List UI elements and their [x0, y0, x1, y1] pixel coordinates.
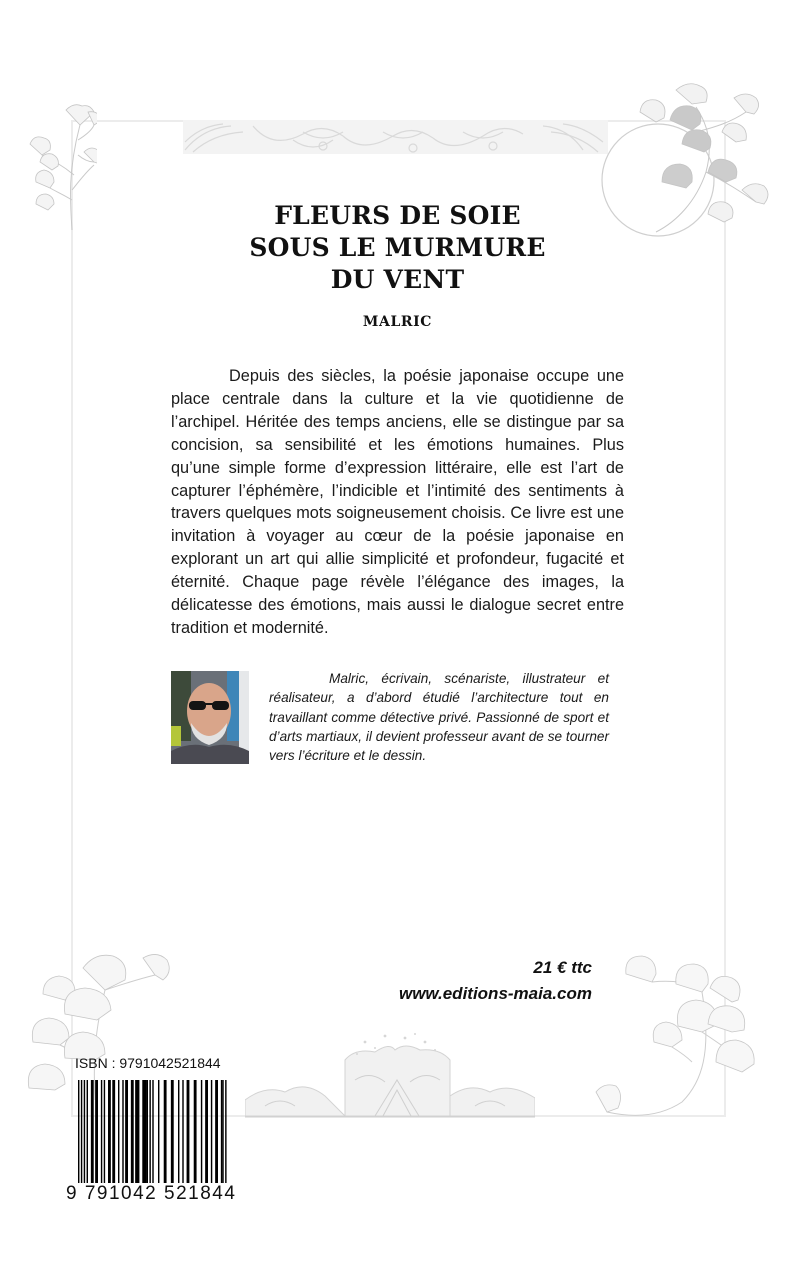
barcode-bar: [178, 1080, 179, 1184]
barcode-bar: [122, 1080, 123, 1184]
book-title-line-3: DU VENT: [330, 265, 465, 294]
barcode-bar: [101, 1080, 102, 1184]
price: 21 € ttc: [533, 958, 592, 977]
barcode-bar: [182, 1080, 183, 1184]
barcode-bar: [152, 1080, 153, 1184]
author-name: MALRIC: [362, 314, 433, 330]
barcode-bar: [112, 1080, 115, 1184]
barcode-bar: [201, 1080, 202, 1184]
isbn-barcode: [78, 1080, 228, 1192]
barcode-bar: [131, 1080, 134, 1184]
barcode-bar: [84, 1080, 85, 1184]
barcode-bar: [142, 1080, 146, 1184]
barcode-bar: [187, 1080, 190, 1184]
ginkgo-ornament-bottom-right: [592, 952, 762, 1122]
barcode-bar: [147, 1080, 148, 1192]
publisher-website[interactable]: www.editions-maia.com: [398, 984, 592, 1003]
barcode-bar: [118, 1080, 119, 1184]
barcode-bar: [171, 1080, 174, 1184]
barcode-bar: [104, 1080, 105, 1184]
barcode-bar: [78, 1080, 79, 1192]
barcode-bar: [225, 1080, 226, 1192]
author-bio: Malric, écrivain, scénariste, illustrateur et réalisateur, a d’abord étudié l’architecture tout en travaillant comme détective privé. Passionné de sport et d’arts martiaux, il devient professeur avant de se tourner vers l’écriture et le dessin.: [269, 671, 609, 764]
ginkgo-ornament-bottom-left: [25, 950, 170, 1100]
isbn-label: ISBN : 9791042521844: [75, 1055, 221, 1071]
barcode-bar: [158, 1080, 159, 1184]
barcode-bar: [205, 1080, 208, 1184]
barcode-digits: 9 791042 521844: [66, 1183, 237, 1204]
barcode-bar: [108, 1080, 111, 1184]
barcode-bar: [91, 1080, 94, 1184]
book-blurb: Depuis des siècles, la poésie japonaise occupe une place centrale dans la culture et la vie quotidienne de l’archipel. Héritée des temps anciens, elle se distingue par sa concision, sa sensibilité et les émotions humaines. Plus qu’une simple forme d’expression littéraire, elle est l’art de capturer l’éphémère, l’indicible et l’intimité des sentiments à travers quelques mots soigneusement choisis. Ce livre est une invitation à voyager au cœur de la poésie japonaise en explorant un art qui allie simplicité et profondeur, fugacité et éternité. Chaque page révèle l’élégance des images, la délicatesse des émotions, mais aussi le dialogue secret entre tradition et modernité.: [171, 367, 624, 637]
barcode-bar: [164, 1080, 167, 1184]
barcode-bar: [135, 1080, 139, 1184]
barcode-bar: [81, 1080, 82, 1192]
title-block: [200, 200, 595, 330]
barcode-bar: [125, 1080, 128, 1184]
wave-ornament-top: [183, 120, 608, 156]
barcode-bar: [95, 1080, 98, 1184]
wave-ornament-bottom: [245, 1030, 535, 1118]
barcode-bar: [87, 1080, 88, 1184]
book-title-line-1: FLEURS DE SOIE: [274, 201, 521, 230]
ginkgo-circle-ornament-top-right: [596, 82, 776, 252]
book-title-line-2: SOUS LE MURMURE: [249, 233, 546, 262]
barcode-bar: [194, 1080, 197, 1184]
author-photo: [171, 671, 249, 764]
barcode-bar: [222, 1080, 223, 1192]
barcode-bar: [149, 1080, 150, 1192]
barcode-bar: [211, 1080, 212, 1184]
barcode-bar: [215, 1080, 218, 1184]
barcode-bar: [221, 1080, 222, 1184]
ginkgo-sprig-top-left: [22, 100, 97, 235]
